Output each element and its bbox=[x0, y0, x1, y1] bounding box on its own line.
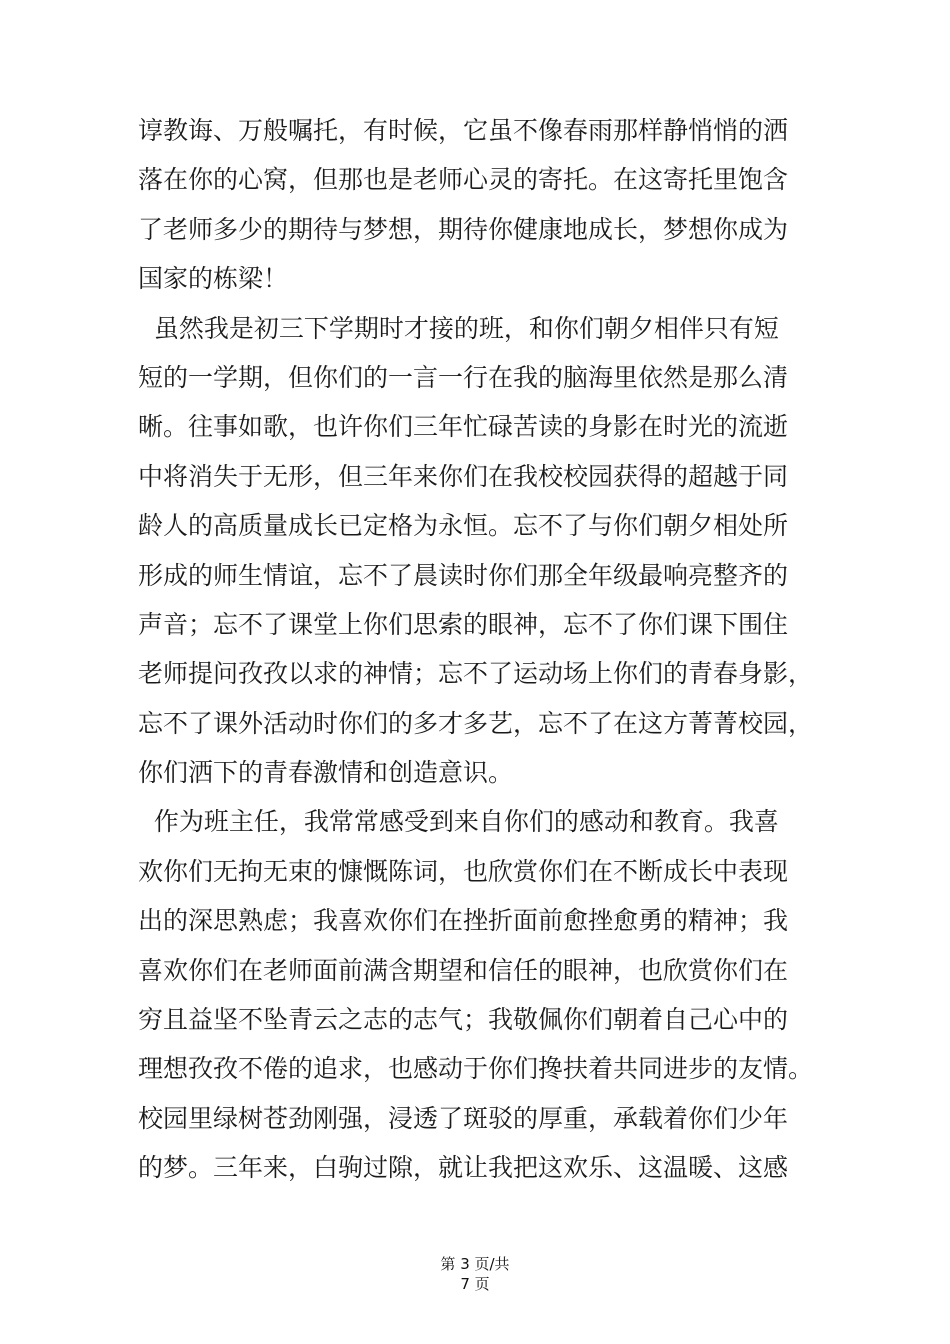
text-line: 的梦。三年来，白驹过隙，就让我把这欢乐、这温暖、这感 bbox=[138, 1153, 789, 1183]
text-line: 落在你的心窝，但那也是老师心灵的寄托。在这寄托里饱含 bbox=[138, 165, 789, 195]
text-line: 喜欢你们在老师面前满含期望和信任的眼神，也欣赏你们在 bbox=[138, 955, 789, 985]
text-line: 国家的栋梁！ bbox=[138, 264, 289, 294]
page-number-line: 第 3 页/共 bbox=[440, 1255, 510, 1273]
text-line: 校园里绿树苍劲刚强，浸透了斑驳的厚重，承载着你们少年 bbox=[138, 1103, 789, 1133]
text-line: 龄人的高质量成长已定格为永恒。忘不了与你们朝夕相处所 bbox=[138, 511, 789, 541]
text-line: 谆教诲、万般嘱托，有时候，它虽不像春雨那样静悄悄的洒 bbox=[138, 116, 789, 145]
text-line: 晰。往事如歌，也许你们三年忙碌苦读的身影在时光的流逝 bbox=[138, 412, 789, 442]
page-total-line: 7 页 bbox=[460, 1275, 490, 1293]
text-line: 你们洒下的青春激情和创造意识。 bbox=[138, 758, 514, 788]
page-number-footer bbox=[0, 1254, 950, 1294]
text-line: 忘不了课外活动时你们的多才多艺，忘不了在这方菁菁校园， bbox=[138, 708, 814, 738]
text-line: 作为班主任，我常常感受到来自你们的感动和教育。我喜 bbox=[138, 807, 779, 837]
text-line: 欢你们无拘无束的慷慨陈词，也欣赏你们在不断成长中表现 bbox=[138, 856, 789, 886]
text-line: 短的一学期，但你们的一言一行在我的脑海里依然是那么清 bbox=[138, 362, 789, 392]
text-line: 了老师多少的期待与梦想，期待你健康地成长，梦想你成为 bbox=[138, 214, 789, 244]
text-line: 虽然我是初三下学期时才接的班，和你们朝夕相伴只有短 bbox=[138, 313, 779, 343]
text-line: 穷且益坚不坠青云之志的志气；我敬佩你们朝着自己心中的 bbox=[138, 1005, 789, 1035]
text-line: 老师提问孜孜以求的神情；忘不了运动场上你们的青春身影， bbox=[138, 659, 814, 689]
text-line: 中将消失于无形，但三年来你们在我校校园获得的超越于同 bbox=[138, 461, 789, 491]
text-line: 形成的师生情谊，忘不了晨读时你们那全年级最响亮整齐的 bbox=[138, 560, 789, 590]
text-line: 出的深思熟虑；我喜欢你们在挫折面前愈挫愈勇的精神；我 bbox=[138, 906, 789, 936]
text-line: 理想孜孜不倦的追求，也感动于你们搀扶着共同进步的友情。 bbox=[138, 1054, 814, 1084]
text-line: 声音；忘不了课堂上你们思索的眼神，忘不了你们课下围住 bbox=[138, 609, 789, 639]
body-text bbox=[138, 106, 838, 1193]
